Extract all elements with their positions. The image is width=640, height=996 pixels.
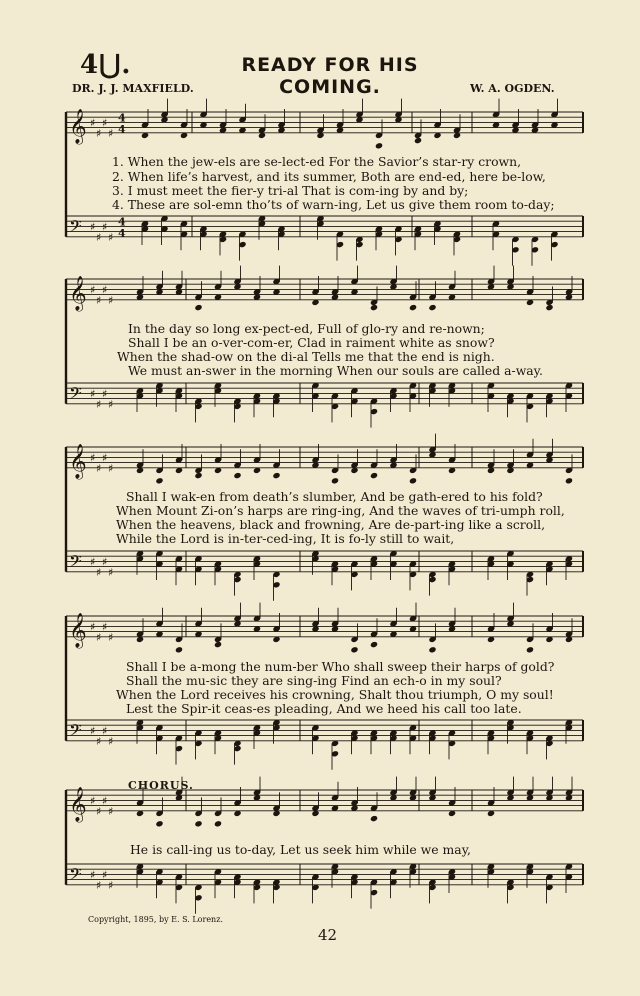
sharp-icon: ♯	[90, 387, 96, 401]
sharp-icon: ♯	[96, 230, 102, 244]
sharp-icon: ♯	[96, 461, 102, 475]
lyric-line-s4-v2: Shall the mu-sic they are sing-ing Find an ech-o in my soul?	[126, 673, 502, 688]
hymn-title: READY FOR HIS COMING.	[241, 54, 419, 98]
sharp-icon: ♯	[96, 734, 102, 748]
sharp-icon: ♯	[90, 220, 96, 234]
lyric-line-chorus: He is call-ing us to-day, Let us seek him while we may,	[130, 842, 471, 857]
sharp-icon: ♯	[102, 220, 108, 234]
composer-credit: W. A. OGDEN.	[470, 82, 555, 95]
sharp-icon: ♯	[96, 630, 102, 644]
bass-clef-icon: 𝄢	[69, 719, 82, 744]
sharp-icon: ♯	[96, 126, 102, 140]
sharp-icon: ♯	[102, 283, 108, 297]
sharp-icon: ♯	[90, 555, 96, 569]
note-head	[375, 142, 383, 149]
note-head	[331, 477, 339, 484]
lyric-line-s4-v3: When the Lord receives his crowning, Shalt thou triumph, O my soul!	[116, 687, 554, 702]
lyric-line-s1-v4: 4. These are sol-emn tho’ts of warn-ing, Let us give them room to-day;	[112, 197, 555, 212]
note-head	[526, 646, 534, 653]
lyric-line-s3-v2: When Mount Zi-on’s harps are ring-ing, And the waves of tri-umph roll,	[116, 503, 565, 518]
lyricist-credit: DR. J. J. MAXFIELD.	[72, 82, 194, 95]
note-head	[194, 820, 202, 827]
sharp-icon: ♯	[90, 451, 96, 465]
sharp-icon: ♯	[90, 283, 96, 297]
note-head	[370, 815, 378, 822]
treble-clef-icon: 𝄞	[69, 612, 87, 648]
treble-clef-icon: 𝄞	[69, 786, 87, 822]
sharp-icon: ♯	[96, 565, 102, 579]
sharp-icon: ♯	[108, 804, 114, 818]
note-head	[428, 304, 436, 311]
note-head	[428, 646, 436, 653]
lyric-line-s2-v4: We must an-swer in the morning When our souls are called a-way.	[128, 363, 543, 378]
sharp-icon: ♯	[90, 794, 96, 808]
sharp-icon: ♯	[96, 804, 102, 818]
sharp-icon: ♯	[96, 397, 102, 411]
copyright-notice: Copyright, 1895, by E. S. Lorenz.	[88, 915, 223, 924]
sharp-icon: ♯	[90, 724, 96, 738]
sharp-icon: ♯	[108, 734, 114, 748]
note-head	[370, 304, 378, 311]
bass-clef-icon: 𝄢	[69, 863, 82, 888]
note-head	[155, 477, 163, 484]
time-signature-bottom: 4	[118, 226, 126, 240]
treble-clef-icon: 𝄞	[69, 108, 87, 144]
treble-clef-icon: 𝄞	[69, 275, 87, 311]
sharp-icon: ♯	[102, 116, 108, 130]
sharp-icon: ♯	[108, 565, 114, 579]
treble-clef-icon: 𝄞	[69, 443, 87, 479]
sharp-icon: ♯	[90, 868, 96, 882]
sharp-icon: ♯	[90, 116, 96, 130]
sharp-icon: ♯	[108, 630, 114, 644]
note-head	[414, 137, 422, 144]
page-number: 42	[318, 926, 338, 944]
lyric-line-s2-v1: In the day so long ex-pect-ed, Full of glo-ry and re-nown;	[128, 321, 485, 336]
sharp-icon: ♯	[108, 397, 114, 411]
lyric-line-s1-v1: 1. When the jew-els are se-lect-ed For the Savior’s star-ry crown,	[112, 154, 522, 169]
time-signature-bottom: 4	[118, 122, 126, 136]
time-signature-top: 4	[118, 215, 126, 229]
note-head	[370, 641, 378, 648]
sharp-icon: ♯	[90, 620, 96, 634]
sharp-icon: ♯	[102, 387, 108, 401]
chorus-label: CHORUS.	[128, 779, 194, 792]
sharp-icon: ♯	[96, 293, 102, 307]
note-head	[370, 472, 378, 479]
lyric-line-s3-v3: When the heavens, black and frowning, Are de-part-ing like a scroll,	[116, 517, 546, 532]
sharp-icon: ♯	[102, 794, 108, 808]
note-head	[214, 641, 222, 648]
sharp-icon: ♯	[108, 126, 114, 140]
note-head	[272, 472, 280, 479]
note-head	[194, 472, 202, 479]
sharp-icon: ♯	[102, 868, 108, 882]
sharp-icon: ♯	[108, 293, 114, 307]
sharp-icon: ♯	[96, 878, 102, 892]
time-signature-top: 4	[118, 111, 126, 125]
bass-clef-icon: 𝄢	[69, 382, 82, 407]
sharp-icon: ♯	[108, 230, 114, 244]
lyric-line-s3-v1: Shall I wak-en from death’s slumber, And be gath-ered to his fold?	[126, 489, 543, 504]
note-head	[409, 477, 417, 484]
sharp-icon: ♯	[102, 555, 108, 569]
note-head	[233, 472, 241, 479]
note-head	[214, 820, 222, 827]
lyric-line-s1-v2: 2. When life’s harvest, and its summer, Both are end-ed, here be-low,	[112, 169, 546, 184]
sharp-icon: ♯	[102, 451, 108, 465]
lyric-line-s4-v4: Lest the Spir-it ceas-es pleading, And we heed his call too late.	[126, 701, 522, 716]
lyric-line-s3-v4: While the Lord is in-ter-ced-ing, It is fo-ly still to wait,	[116, 531, 455, 546]
bass-clef-icon: 𝄢	[69, 550, 82, 575]
note-head	[545, 304, 553, 311]
note-head	[565, 477, 573, 484]
lyric-line-s1-v3: 3. I must meet the fier-y tri-al That is com-ing by and by;	[112, 183, 469, 198]
sharp-icon: ♯	[108, 878, 114, 892]
note-head	[350, 646, 358, 653]
lyric-line-s4-v1: Shall I be a-mong the num-ber Who shall sweep their harps of gold?	[126, 659, 555, 674]
bass-clef-icon: 𝄢	[69, 215, 82, 240]
sharp-icon: ♯	[108, 461, 114, 475]
sharp-icon: ♯	[102, 724, 108, 738]
note-head	[155, 820, 163, 827]
note-head	[194, 304, 202, 311]
note-head	[409, 304, 417, 311]
sharp-icon: ♯	[102, 620, 108, 634]
lyric-line-s2-v2: Shall I be an o-ver-com-er, Clad in raiment white as snow?	[128, 335, 495, 350]
hymn-number: 4⋃.	[80, 50, 132, 80]
note-head	[175, 646, 183, 653]
lyric-line-s2-v3: When the shad-ow on the di-al Tells me that the end is nigh.	[117, 349, 495, 364]
